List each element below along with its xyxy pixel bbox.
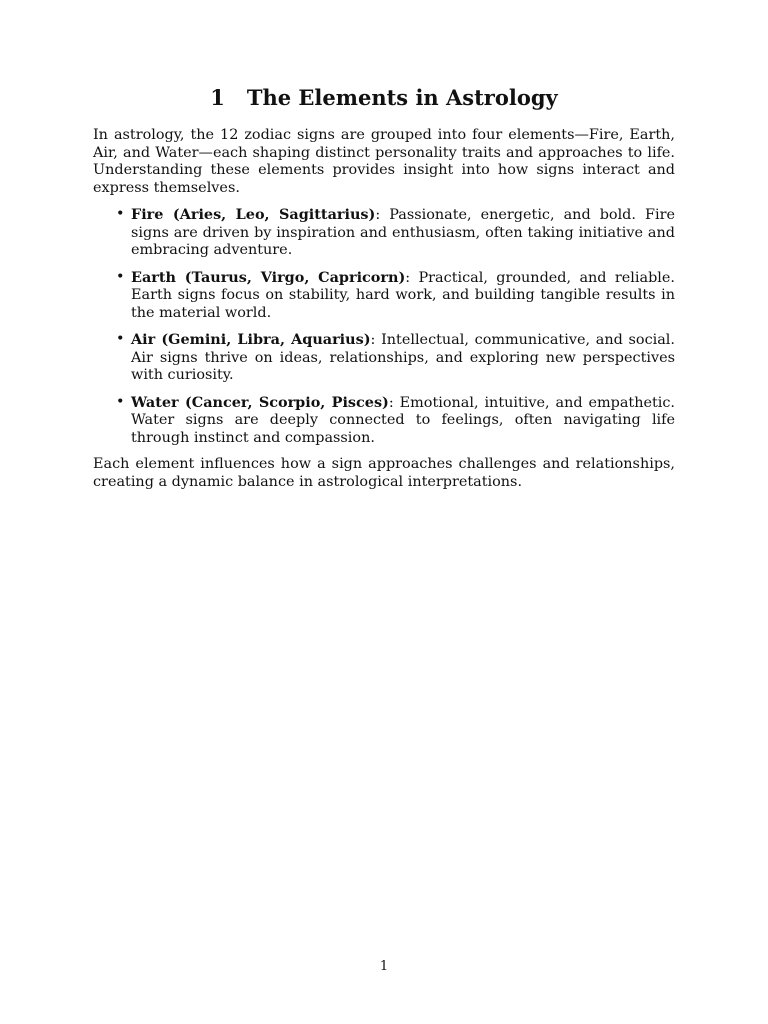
section-heading bbox=[93, 82, 675, 114]
section-title: The Elements in Astrology bbox=[246, 85, 558, 110]
bullet-icon: • bbox=[116, 331, 125, 347]
term-separator: : bbox=[388, 394, 394, 411]
element-description: Passionate, energetic, and bold. Fire signs are driven by inspiration and enthusiasm, often taking initiative and embracing adventure. bbox=[131, 207, 675, 258]
page-number: 1 bbox=[379, 959, 389, 974]
term-separator: : bbox=[375, 207, 381, 223]
bullet-icon: • bbox=[116, 206, 125, 222]
bullet-icon: • bbox=[116, 393, 125, 410]
elements-list bbox=[93, 206, 675, 447]
list-item-water bbox=[116, 393, 675, 448]
conclusion-paragraph: Each element influences how a sign approaches challenges and relationships, creating a dynamic balance in astrological interpretations. bbox=[93, 456, 675, 490]
list-item-fire bbox=[116, 206, 675, 260]
element-description: Practical, grounded, and reliable. Earth signs focus on stability, hard work, and building tangible results in the material world. bbox=[131, 269, 675, 321]
element-term: Fire (Aries, Leo, Sagittarius) bbox=[131, 206, 376, 223]
element-term: Earth (Taurus, Virgo, Capricorn) bbox=[131, 268, 406, 286]
section-number: 1 bbox=[210, 85, 225, 110]
element-term: Water (Cancer, Scorpio, Pisces) bbox=[131, 393, 389, 411]
term-separator: : bbox=[370, 332, 376, 348]
list-item-earth bbox=[116, 268, 675, 323]
element-description: Intellectual, communicative, and social. Air signs thrive on ideas, relationships, and exploring new perspectives with curiosity. bbox=[131, 332, 675, 383]
element-term: Air (Gemini, Libra, Aquarius) bbox=[131, 331, 371, 348]
element-description: Emotional, intuitive, and empathetic. Water signs are deeply connected to feelings, often navigating life through instinct and compassion. bbox=[131, 394, 675, 446]
term-separator: : bbox=[405, 269, 411, 286]
intro-paragraph: In astrology, the 12 zodiac signs are grouped into four elements—Fire, Earth, Air, and Water—each shaping distinct personality traits and approaches to life. Understanding these elements provides insight into how signs interact and express themselves. bbox=[93, 127, 675, 196]
list-item-air bbox=[116, 331, 675, 385]
bullet-icon: • bbox=[116, 268, 125, 285]
document-page bbox=[93, 82, 675, 491]
